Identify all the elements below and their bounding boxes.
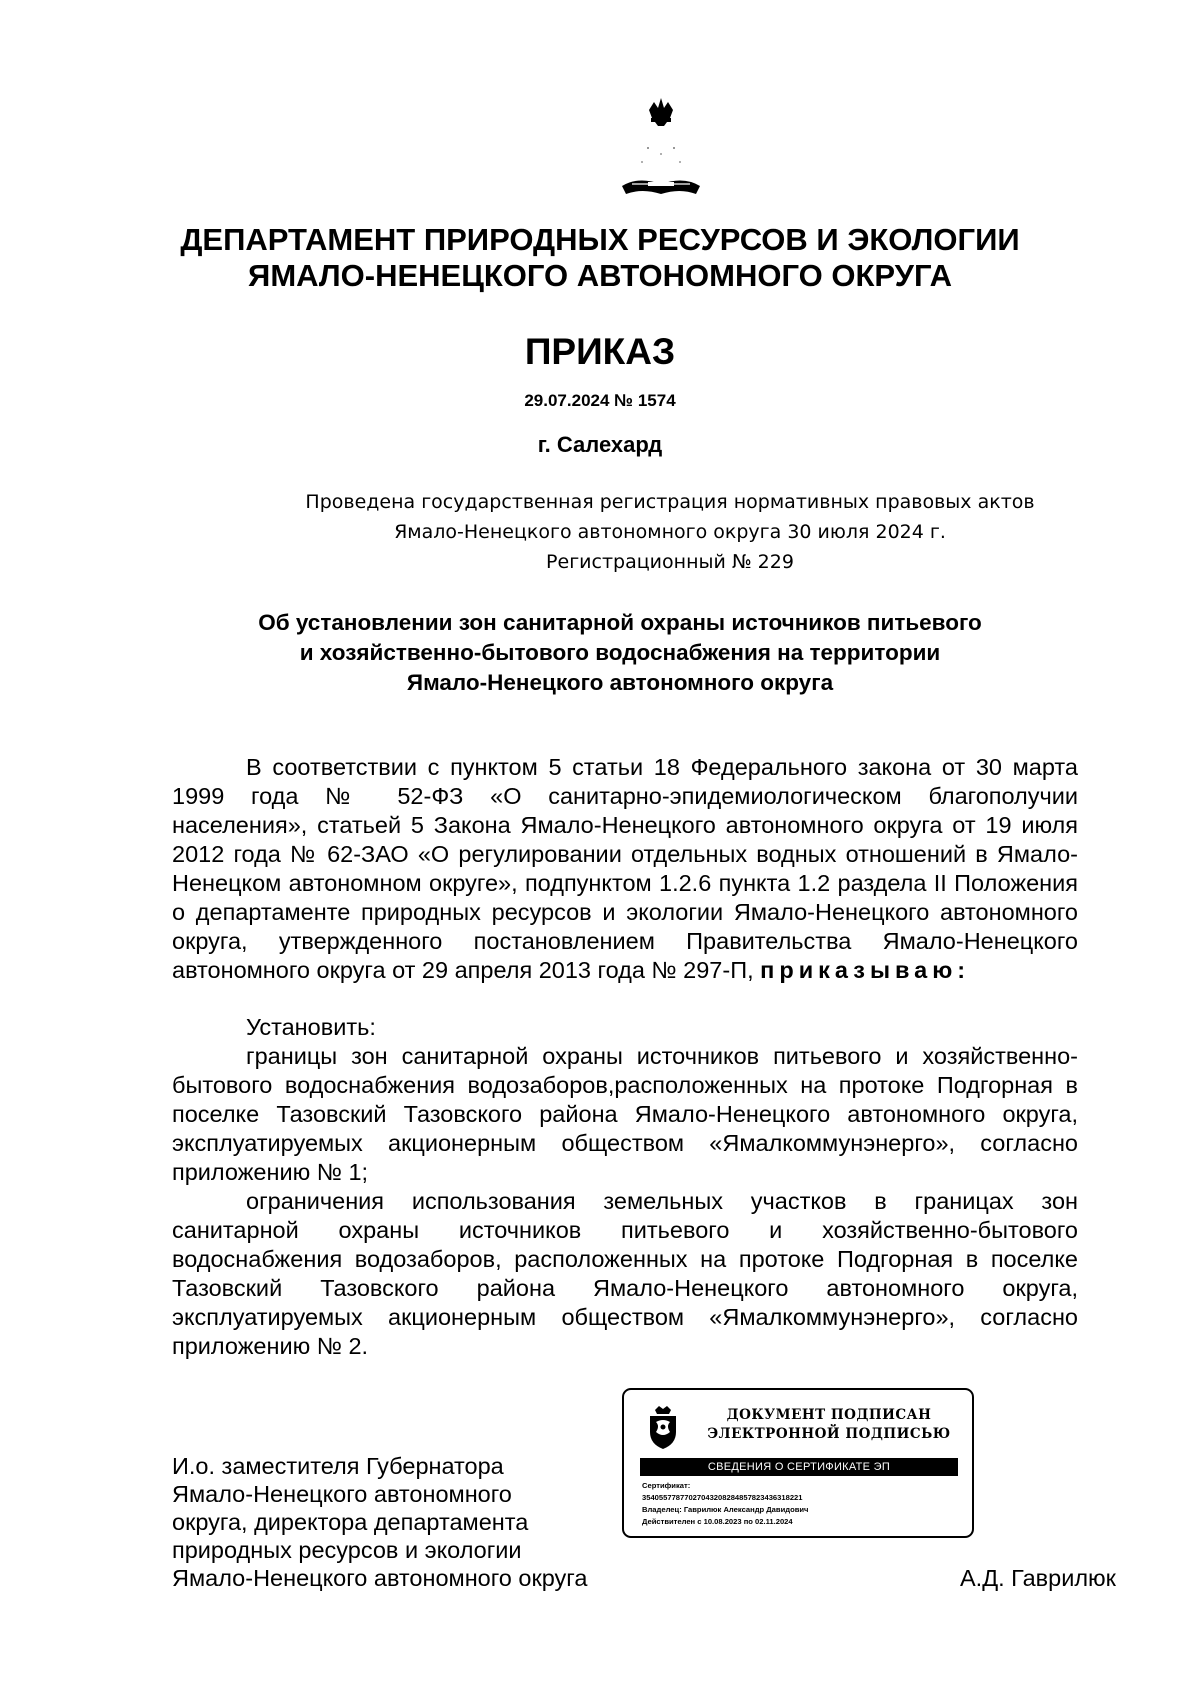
position-line-3: округа, директора департамента	[172, 1509, 529, 1535]
issue-city: г. Салехард	[537, 432, 663, 457]
decree-item-1: границы зон санитарной охраны источников питьевого и хозяйственно-бытового водоснабжения водозаборов,расположенных на протоке Подгорная в поселке Тазовский Тазовского района Ямало-Ненецкого автономного округа, эксплуатируемых акционерным обществом «Ямалкоммунэнерго», согласно приложению № 1;	[172, 1043, 1078, 1185]
certificate-info-bar: СВЕДЕНИЯ О СЕРТИФИКАТЕ ЭП	[640, 1458, 958, 1476]
position-line-2: Ямало-Ненецкого автономного	[172, 1481, 512, 1507]
certificate-owner: Владелец: Гаврилюк Александр Давидович	[642, 1505, 809, 1514]
establish-heading: Установить:	[246, 1014, 376, 1040]
decree-colon: :	[957, 957, 966, 983]
preamble-text: В соответствии с пунктом 5 статьи 18 Федерального закона от 30 марта 1999 года № 52-ФЗ «О санитарно-эпидемиологическом благополучии населения», статьей 5 Закона Ямало-Ненецкого автономного округа от 19 июля 2012 года № 62-ЗАО «О регулировании отдельных водных отношений в Ямало-Ненецком автономном округе», подпунктом 1.2.6 пункта 1.2 раздела II Положения о департаменте природных ресурсов и экологии Ямало-Ненецкого автономного округа, утвержденного постановлением Правительства Ямало-Ненецкого автономного округа от 29 апреля 2013 года № 297-П,	[172, 754, 1078, 983]
stamp-title	[698, 1406, 960, 1444]
certificate-validity: Действителен с 10.08.2023 по 02.11.2024	[642, 1517, 793, 1526]
signatory-position	[172, 1452, 712, 1592]
order-subject	[170, 608, 1070, 698]
registration-line-1: Проведена государственная регистрация нормативных правовых актов	[305, 491, 1035, 513]
department-line-1: ДЕПАРТАМЕНТ ПРИРОДНЫХ РЕСУРСОВ И ЭКОЛОГИИ	[180, 222, 1020, 257]
decree-word: приказываю	[760, 957, 958, 983]
department-line-2: ЯМАЛО-НЕНЕЦКОГО АВТОНОМНОГО ОКРУГА	[248, 258, 952, 293]
yamal-shield-icon	[646, 1406, 680, 1450]
certificate-label: Сертификат:	[642, 1481, 691, 1490]
registration-line-2: Ямало-Ненецкого автономного округа 30 июля 2024 г.	[394, 521, 946, 543]
preamble-paragraph	[172, 753, 1078, 985]
subject-line-3: Ямало-Ненецкого автономного округа	[406, 670, 834, 695]
position-line-1: И.о. заместителя Губернатора	[172, 1453, 504, 1479]
decree-item-2: ограничения использования земельных участков в границах зон санитарной охраны источников питьевого и хозяйственно-бытового водоснабжения водозаборов, расположенных на протоке Подгорная в поселке Тазовский Тазовского района Ямало-Ненецкого автономного округа, эксплуатируемых акционерным обществом «Ямалкоммунэнерго», согласно приложению № 2.	[172, 1188, 1078, 1359]
order-date-number: 29.07.2024 № 1574	[524, 391, 676, 410]
department-title	[120, 222, 1080, 294]
certificate-serial: 35405577877027043208284857823436318221	[642, 1493, 803, 1502]
position-line-5: Ямало-Ненецкого автономного округа	[172, 1565, 588, 1591]
stamp-title-line-2: ЭЛЕКТРОННОЙ ПОДПИСЬЮ	[707, 1426, 951, 1442]
subject-line-2: и хозяйственно-бытового водоснабжения на территории	[299, 640, 941, 665]
registration-note	[240, 487, 1100, 577]
registration-line-3: Регистрационный № 229	[546, 551, 794, 573]
subject-line-1: Об установлении зон санитарной охраны источников питьевого	[258, 610, 982, 635]
yamal-coat-of-arms-emblem	[618, 96, 704, 206]
signatory-name: А.Д. Гаврилюк	[960, 1565, 1116, 1591]
stamp-title-line-1: ДОКУМЕНТ ПОДПИСАН	[726, 1407, 932, 1423]
position-line-4: природных ресурсов и экологии	[172, 1537, 522, 1563]
decree-section	[172, 1013, 1078, 1361]
document-type-title: ПРИКАЗ	[524, 331, 676, 372]
